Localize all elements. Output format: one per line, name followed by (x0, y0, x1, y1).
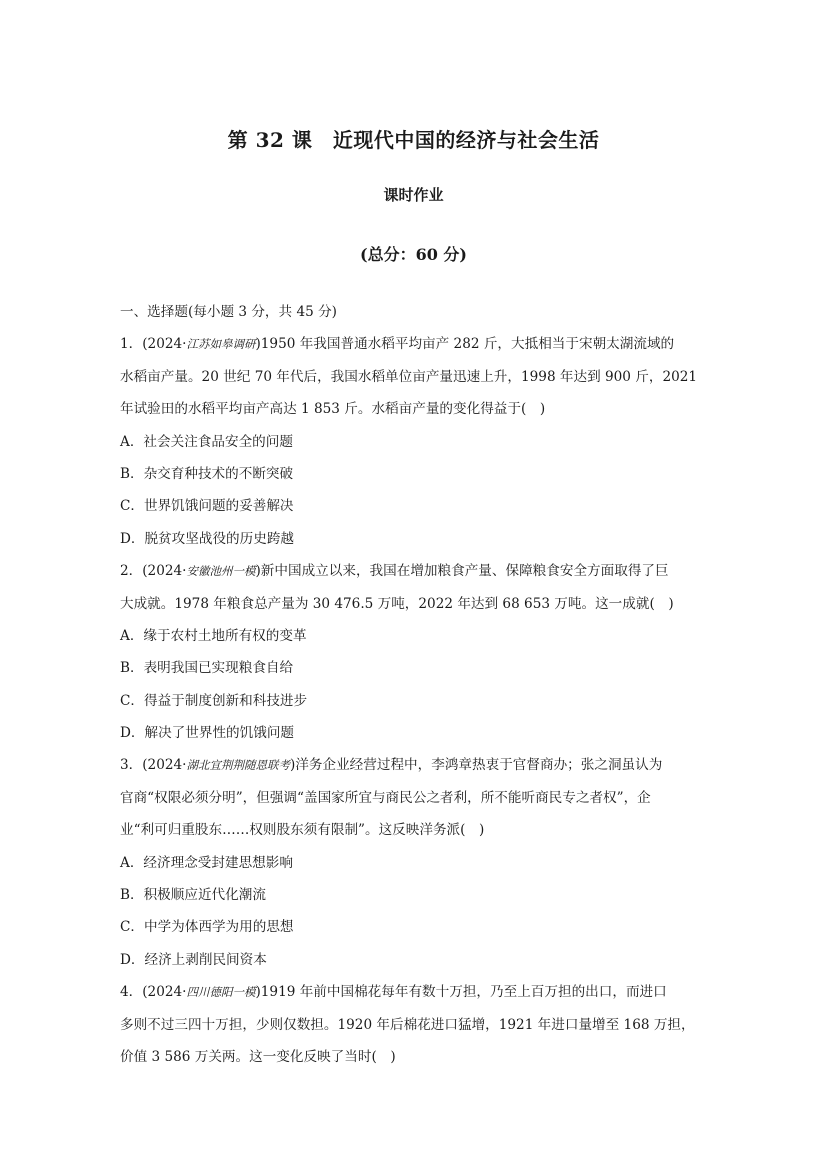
option-d[interactable]: D．脱贫攻坚战役的历史跨越 (120, 530, 295, 547)
question-4-line-2: 多则不过三四十万担，少则仅数担。1920 年后棉花进口猛增，1921 年进口量增至 168 万担， (120, 1016, 695, 1033)
option-a[interactable]: A．社会关注食品安全的问题 (120, 433, 293, 450)
question-list (120, 296, 710, 1073)
question-text: )新中国成立以来，我国在增加粮食产量、保障粮食安全方面取得了巨 (255, 563, 669, 580)
question-source-year: (2024· (142, 563, 187, 580)
question-2 (120, 555, 710, 749)
question-1 (120, 328, 710, 555)
option-b[interactable]: B．积极顺应近代化潮流 (120, 887, 266, 904)
total-score: (总分：60 分) (360, 245, 467, 264)
option-c[interactable]: C．中学为体西学为用的思想 (120, 919, 294, 936)
question-2-line-1 (120, 555, 710, 587)
option-c[interactable]: C．世界饥饿问题的妥善解决 (120, 498, 294, 515)
question-source: 四川德阳一模 (186, 985, 256, 1000)
question-source-year: (2024· (142, 336, 187, 353)
page-title: 第 32 课 近现代中国的经济与社会生活 (227, 128, 600, 152)
question-text: )1919 年前中国棉花每年有数十万担，乃至上百万担的出口，而进口 (255, 984, 667, 1001)
option-d[interactable]: D．解决了世界性的饥饿问题 (120, 725, 295, 742)
question-source: 安徽池州一模 (186, 564, 256, 579)
question-1-line-2: 水稻亩产量。20 世纪 70 年代后，我国水稻单位亩产量迅速上升，1998 年达到 900 斤，2021 (120, 368, 698, 385)
option-b[interactable]: B．表明我国已实现粮食自给 (120, 660, 294, 677)
question-1-line-3: 年试验田的水稻平均亩产高达 1 853 斤。水稻亩产量的变化得益于( ) (120, 401, 546, 418)
option-d[interactable]: D．经济上剥削民间资本 (120, 951, 267, 968)
question-number: 2． (120, 563, 143, 580)
question-number: 1． (120, 336, 143, 353)
question-2-line-2: 大成就。1978 年粮食总产量为 30 476.5 万吨，2022 年达到 68 653 万吨。这一成就( ) (120, 595, 674, 612)
question-text: )洋务企业经营过程中，李鸿章热衷于官督商办；张之洞虽认为 (289, 757, 663, 774)
page-subtitle: 课时作业 (383, 186, 444, 204)
question-source-year: (2024· (142, 757, 187, 774)
question-1-line-1 (120, 328, 710, 360)
section-heading: 一、选择题(每小题 3 分，共 45 分) (120, 304, 337, 320)
question-3-line-1 (120, 749, 710, 781)
question-3-line-2: 官商“权限必须分明”，但强调“盖国家所宜与商民公之者利，所不能听商民专之者权”，企 (120, 789, 651, 806)
question-4-line-1 (120, 976, 710, 1008)
question-source: 湖北宜荆荆随恩联考 (186, 758, 290, 773)
question-source-year: (2024· (142, 984, 187, 1001)
question-source: 江苏如皋调研 (186, 337, 256, 352)
question-4 (120, 976, 710, 1073)
question-4-line-3: 价值 3 586 万关两。这一变化反映了当时( ) (120, 1048, 396, 1065)
question-number: 4． (120, 984, 143, 1001)
option-b[interactable]: B．杂交育种技术的不断突破 (120, 465, 294, 482)
option-c[interactable]: C．得益于制度创新和科技进步 (120, 692, 308, 709)
question-3 (120, 749, 710, 976)
question-3-line-3: 业“利可归重股东……权则股东须有限制”。这反映洋务派( ) (120, 822, 485, 839)
option-a[interactable]: A．缘于农村土地所有权的变革 (120, 627, 307, 644)
question-number: 3． (120, 757, 143, 774)
question-text: )1950 年我国普通水稻平均亩产 282 斤，大抵相当于宋朝太湖流域的 (255, 336, 675, 353)
option-a[interactable]: A．经济理念受封建思想影响 (120, 854, 293, 871)
